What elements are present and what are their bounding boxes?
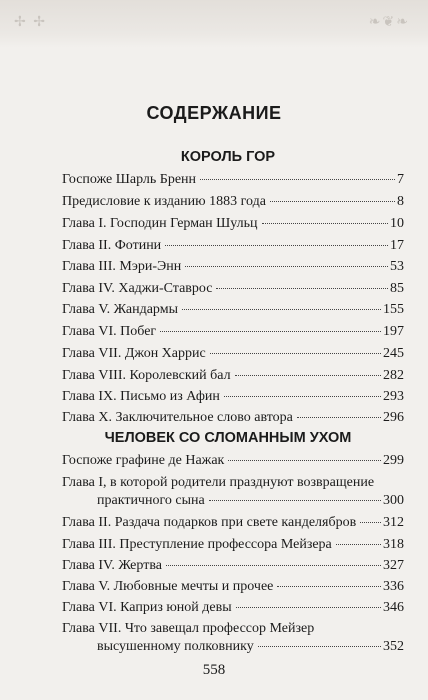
entry-page: 293 [383, 389, 404, 404]
entry-title: Глава V. Жандармы [62, 302, 178, 317]
entry-title: Глава I. Господин Герман Шульц [62, 216, 258, 231]
leader-dots [360, 522, 381, 523]
toc-entry[interactable] [62, 193, 404, 211]
entry-page: 318 [383, 537, 404, 552]
toc-entry[interactable] [62, 301, 404, 319]
leader-dots [160, 331, 381, 332]
entry-page: 10 [390, 216, 404, 231]
entry-page: 282 [383, 368, 404, 383]
leader-dots [262, 223, 388, 224]
entry-title: Госпоже графине де Нажак [62, 453, 225, 468]
leader-dots [224, 396, 381, 397]
entry-page: 300 [383, 493, 404, 508]
entry-title: Глава VII. Джон Харрис [62, 346, 206, 361]
entry-title: Предисловие к изданию 1883 года [62, 194, 266, 209]
entry-title: Глава VI. Побег [62, 324, 157, 339]
section-title: ЧЕЛОВЕК СО СЛОМАННЫМ УХОМ [104, 430, 352, 446]
toc-entry[interactable] [62, 215, 404, 233]
ornament-right: ❧❦❧ [368, 15, 410, 30]
section-title: КОРОЛЬ ГОР [180, 149, 276, 165]
entry-page: 53 [390, 259, 404, 274]
entry-page: 299 [383, 453, 404, 468]
leader-dots [216, 288, 388, 289]
entry-title: Глава VIII. Королевский бал [62, 368, 231, 383]
leader-dots [258, 646, 381, 647]
page-number: 558 [202, 662, 226, 678]
toc-entry[interactable] [62, 367, 404, 385]
entry-title-continued: высушенному полковнику [97, 639, 254, 654]
leader-dots [166, 565, 381, 566]
entry-title: Глава II. Фотини [62, 238, 162, 253]
toc-entry[interactable] [62, 474, 404, 510]
leader-dots [228, 460, 381, 461]
entry-page: 245 [383, 346, 404, 361]
toc-entry[interactable] [62, 345, 404, 363]
entry-title: Глава III. Мэри-Энн [62, 259, 182, 274]
entry-title-continued: практичного сына [97, 493, 205, 508]
toc-entry[interactable] [62, 578, 404, 596]
entry-title: Глава II. Раздача подарков при свете канделябров [62, 515, 357, 530]
entry-page: 7 [397, 172, 404, 187]
leader-dots [200, 179, 395, 180]
toc-entry[interactable] [62, 620, 404, 656]
entry-page: 197 [383, 324, 404, 339]
entry-page: 352 [383, 639, 404, 654]
toc-entry[interactable] [62, 409, 404, 427]
leader-dots [209, 500, 381, 501]
toc-entry[interactable] [62, 452, 404, 470]
leader-dots [165, 245, 388, 246]
entry-page: 327 [383, 558, 404, 573]
toc-entry[interactable] [62, 557, 404, 575]
entry-title: Глава V. Любовные мечты и прочее [62, 579, 274, 594]
entry-title: Госпоже Шарль Бренн [62, 172, 197, 187]
ornament-left: ✢ ✢ [14, 15, 47, 30]
toc-entry[interactable] [62, 536, 404, 554]
entry-page: 85 [390, 281, 404, 296]
entry-page: 155 [383, 302, 404, 317]
toc-entry[interactable] [62, 171, 404, 189]
entry-title: Глава III. Преступление профессора Мейзера [62, 537, 332, 552]
entry-page: 296 [383, 410, 404, 425]
entry-page: 17 [390, 238, 404, 253]
leader-dots [336, 544, 381, 545]
entry-title: Глава I, в которой родители празднуют возвращение [62, 475, 375, 490]
leader-dots [277, 586, 381, 587]
toc-entry[interactable] [62, 388, 404, 406]
leader-dots [185, 266, 388, 267]
toc-entry[interactable] [62, 599, 404, 617]
toc-entry[interactable] [62, 258, 404, 276]
leader-dots [182, 309, 381, 310]
entry-page: 346 [383, 600, 404, 615]
entry-title: Глава VI. Каприз юной девы [62, 600, 232, 615]
leader-dots [297, 417, 381, 418]
toc-entry[interactable] [62, 323, 404, 341]
entry-page: 336 [383, 579, 404, 594]
leader-dots [210, 353, 381, 354]
toc-entry[interactable] [62, 280, 404, 298]
entry-title: Глава X. Заключительное слово автора [62, 410, 293, 425]
entry-title: Глава IX. Письмо из Афин [62, 389, 220, 404]
entry-title: Глава IV. Жертва [62, 558, 162, 573]
entry-title: Глава VII. Что завещал профессор Мейзер [62, 621, 315, 636]
leader-dots [270, 201, 395, 202]
entry-page: 312 [383, 515, 404, 530]
toc-title: СОДЕРЖАНИЕ [146, 103, 282, 123]
entry-page: 8 [397, 194, 404, 209]
toc-entry[interactable] [62, 237, 404, 255]
leader-dots [235, 375, 381, 376]
leader-dots [236, 607, 381, 608]
toc-entry[interactable] [62, 514, 404, 532]
entry-title: Глава IV. Хаджи-Ставрос [62, 281, 213, 296]
